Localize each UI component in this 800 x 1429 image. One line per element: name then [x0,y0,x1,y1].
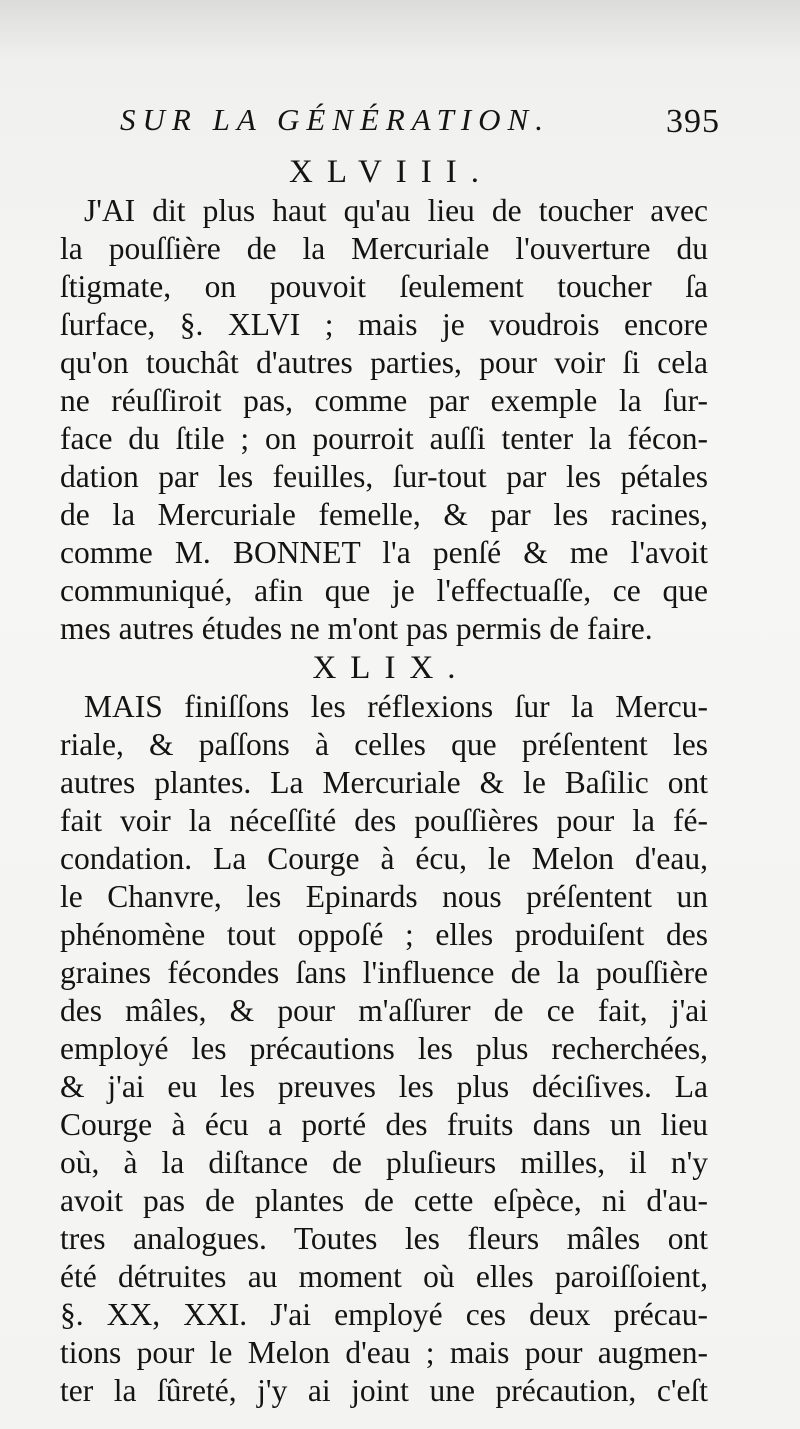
text-line: autres plantes. La Mercuriale & le Baſilic ont [60,765,708,800]
text-line: tres analogues. Toutes les fleurs mâles ont [60,1221,708,1256]
section-heading: XLIX. [312,650,470,686]
text-line: été détruites au moment où elles paroiſſoient, [60,1259,708,1294]
text-line: des mâles, & pour m'aſſurer de ce fait, j'ai [60,993,708,1028]
page-number: 395 [666,103,720,140]
text-line: ne réuſſiroit pas, comme par exemple la ſur- [60,383,708,418]
text-line: graines fécondes ſans l'influence de la pouſſière [60,955,708,990]
text-line: §. XX, XXI. J'ai employé ces deux précau- [60,1297,708,1332]
text-line: riale, & paſſons à celles que préſentent les [60,727,708,762]
text-line: dation par les feuilles, ſur-tout par les pétales [60,459,708,494]
section-heading: XLVIII. [288,154,493,190]
text-line: comme M. BONNET l'a penſé & me l'avoit [60,535,708,570]
text-line: tions pour le Melon d'eau ; mais pour augmen- [60,1335,708,1370]
text-line: MAIS finiſſons les réflexions ſur la Mercu- [84,689,708,724]
text-line: J'AI dit plus haut qu'au lieu de toucher avec [84,193,708,228]
text-line: le Chanvre, les Epinards nous préſentent un [60,879,708,914]
text-line: ſtigmate, on pouvoit ſeulement toucher ſa [60,269,708,304]
text-line: fait voir la néceſſité des pouſſières pour la fé- [60,803,708,838]
text-line: Courge à écu a porté des fruits dans un lieu [60,1107,708,1142]
text-line: ter la ſûreté, j'y ai joint une précaution, c'eſt [60,1373,708,1408]
text-line: face du ſtile ; on pourroit auſſi tenter la fécon- [60,421,708,456]
text-line: employé les précautions les plus recherchées, [60,1031,708,1066]
text-line: avoit pas de plantes de cette eſpèce, ni d'au- [60,1183,708,1218]
text-line: phénomène tout oppoſé ; elles produiſent des [60,917,708,952]
text-line: ſurface, §. XLVI ; mais je voudrois encore [60,307,708,342]
running-title: SUR LA GÉNÉRATION. [120,102,550,137]
text-line: condation. La Courge à écu, le Melon d'eau, [60,841,708,876]
text-line: & j'ai eu les preuves les plus déciſives. La [60,1069,708,1104]
text-line: de la Mercuriale femelle, & par les racines, [60,497,708,532]
running-head [120,98,720,142]
text-line: qu'on touchât d'autres parties, pour voir ſi cela [60,345,708,380]
text-line: communiqué, afin que je l'effectuaſſe, ce que [60,573,708,608]
body-text [60,152,708,1410]
text-line: mes autres études ne m'ont pas permis de faire. [60,611,653,646]
text-line: la pouſſière de la Mercuriale l'ouverture du [60,231,708,266]
text-line: où, à la diſtance de pluſieurs milles, il n'y [60,1145,708,1180]
